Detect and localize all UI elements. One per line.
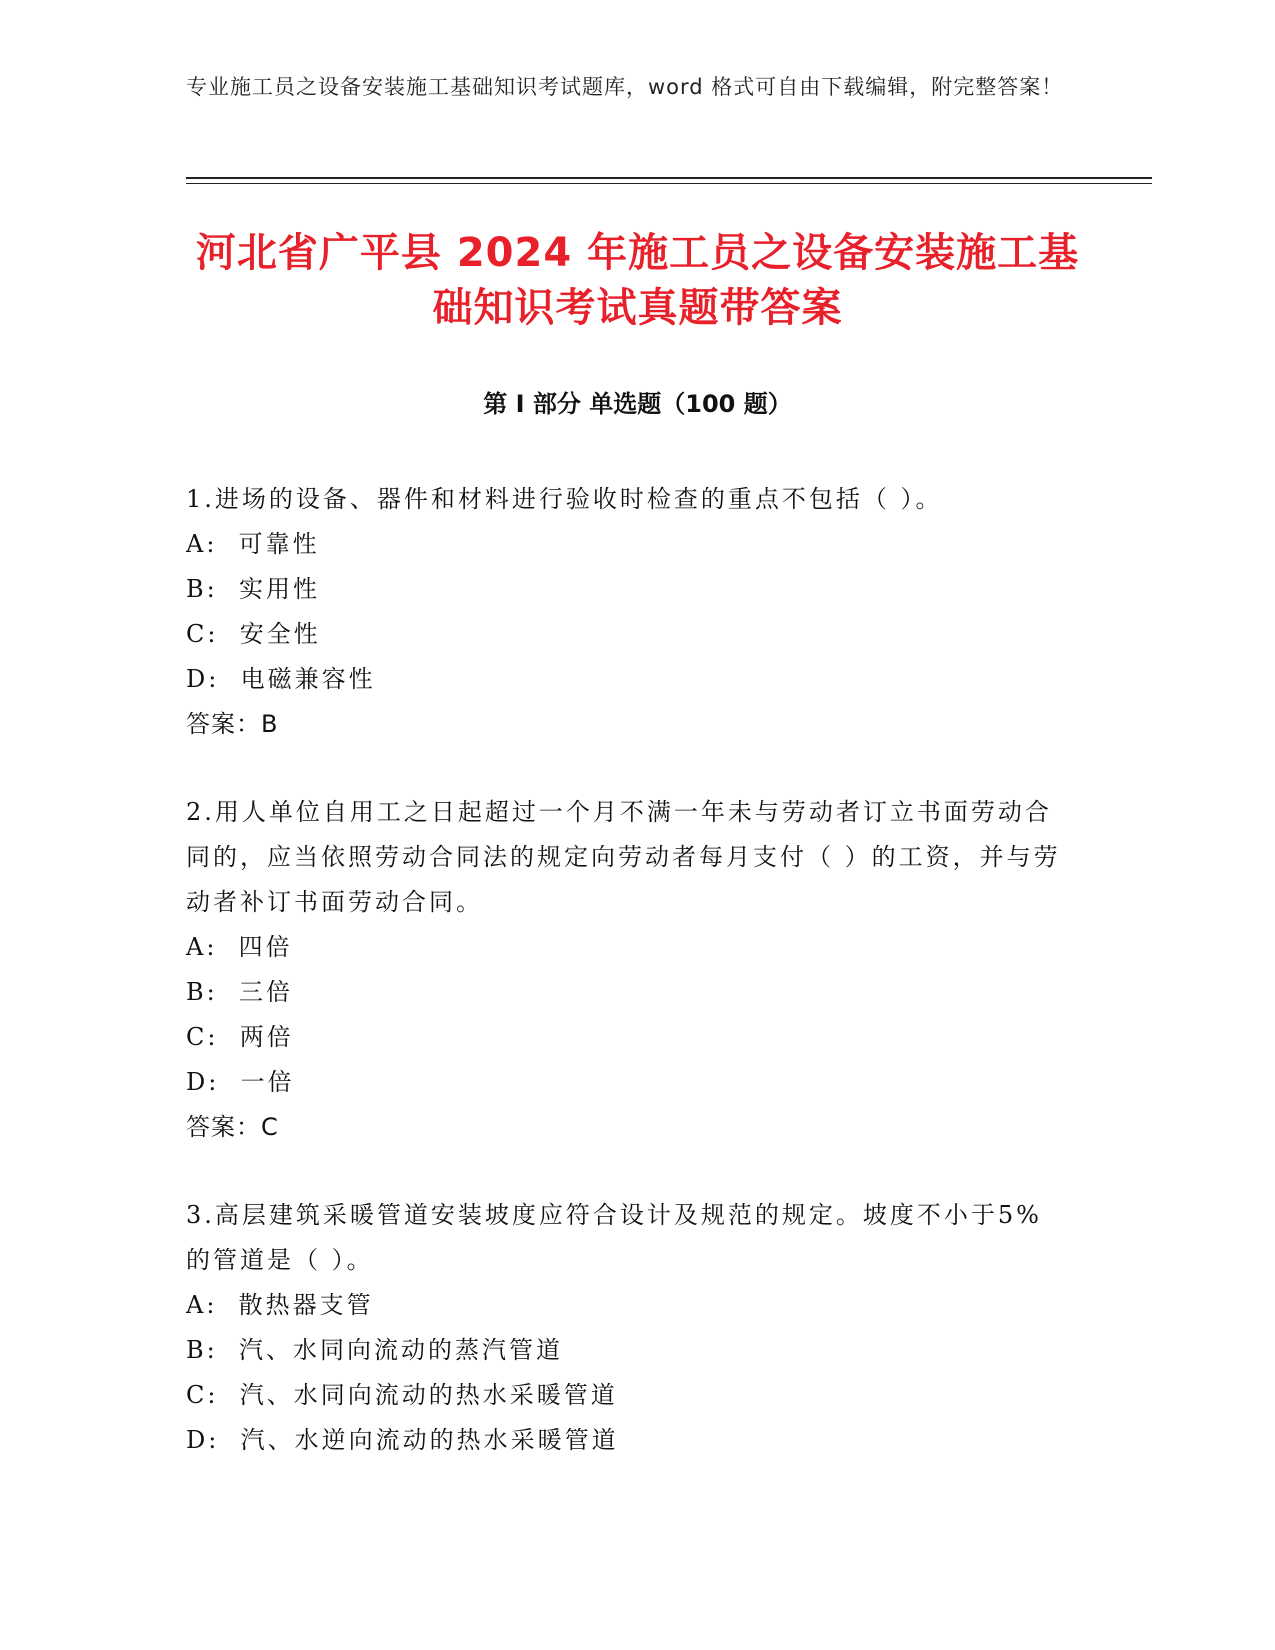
- option-c: C: 汽、水同向流动的热水采暖管道: [186, 1381, 618, 1409]
- question-stem: 3.高层建筑采暖管道安装坡度应符合设计及规范的规定。坡度不小于5%的管道是（ ）。: [186, 1201, 1042, 1274]
- section-title: 第 I 部分 单选题（100 题）: [483, 390, 792, 418]
- option-a: A: 四倍: [186, 933, 293, 961]
- option-a: A: 散热器支管: [186, 1291, 374, 1319]
- option-d: D: 汽、水逆向流动的热水采暖管道: [186, 1426, 619, 1454]
- header-divider-thick: [186, 177, 1152, 179]
- option-c: C: 安全性: [186, 620, 321, 648]
- option-d: D: 一倍: [186, 1068, 295, 1096]
- option-b: B: 实用性: [186, 575, 320, 603]
- question-list: [186, 477, 1066, 1506]
- question-3: [186, 1193, 1066, 1463]
- document-title: 河北省广平县 2024 年施工员之设备安装施工基础知识考试真题带答案: [195, 230, 1080, 331]
- option-a: A: 可靠性: [186, 530, 320, 558]
- question-1: [186, 477, 1066, 747]
- option-b: B: 汽、水同向流动的蒸汽管道: [186, 1336, 563, 1364]
- question-2: [186, 790, 1066, 1150]
- question-stem: 1.进场的设备、器件和材料进行验收时检查的重点不包括（ ）。: [186, 485, 943, 513]
- header-note: 专业施工员之设备安装施工基础知识考试题库，word 格式可自由下载编辑，附完整答案！: [186, 75, 1064, 99]
- answer: 答案：B: [186, 710, 279, 738]
- option-b: B: 三倍: [186, 978, 293, 1006]
- question-stem: 2.用人单位自用工之日起超过一个月不满一年未与劳动者订立书面劳动合同的，应当依照劳动合同法的规定向劳动者每月支付（ ）的工资，并与劳动者补订书面劳动合同。: [186, 798, 1061, 916]
- option-c: C: 两倍: [186, 1023, 294, 1051]
- option-d: D: 电磁兼容性: [186, 665, 376, 693]
- answer: 答案：C: [186, 1113, 279, 1141]
- header-divider-thin: [186, 183, 1152, 184]
